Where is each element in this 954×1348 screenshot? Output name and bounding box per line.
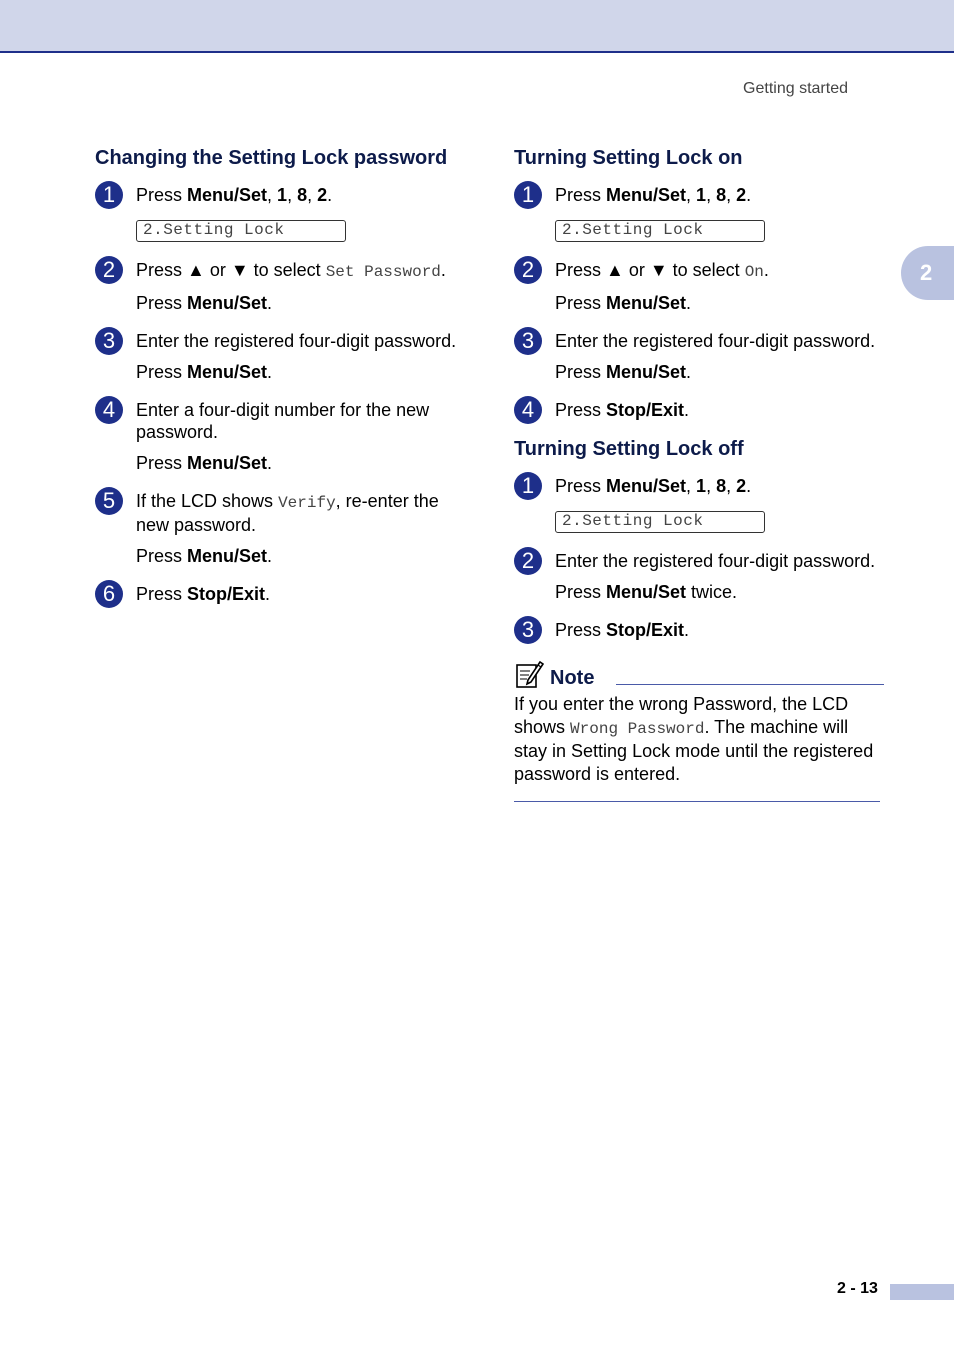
step-item (514, 184, 884, 206)
step-text: Press Menu/Set. (136, 362, 273, 382)
step-text: Press Menu/Set. (555, 293, 692, 313)
step-text: Press Menu/Set. (555, 362, 692, 382)
step-number: 4 (514, 396, 542, 424)
step-text: Press Stop/Exit. (136, 584, 271, 604)
section-title-lock-off: Turning Setting Lock off (514, 438, 744, 460)
step-number: 1 (95, 181, 123, 209)
right-column (514, 146, 884, 802)
step-item (95, 583, 475, 605)
step-text: Press ▲ or ▼ to select Set Password. (136, 260, 446, 281)
note-pencil-icon (514, 659, 544, 689)
step-text: Enter a four-digit number for the new password. (136, 400, 430, 442)
chapter-tab: 2 (901, 246, 954, 300)
step-text: Press Menu/Set. (136, 293, 273, 313)
step-text: Press Menu/Set, 1, 8, 2. (136, 185, 333, 205)
lcd-display: 2.Setting Lock (136, 220, 346, 242)
step-item (95, 259, 475, 314)
page-number: 2 - 13 (837, 1280, 878, 1297)
lcd-display: 2.Setting Lock (555, 220, 765, 242)
step-item (514, 550, 884, 603)
top-header-band (0, 0, 954, 53)
step-number: 1 (514, 472, 542, 500)
step-item (514, 619, 884, 641)
step-item (95, 490, 475, 567)
step-text: Enter the registered four-digit password. (555, 551, 876, 571)
step-item (514, 330, 884, 383)
step-item (514, 475, 884, 497)
lcd-display: 2.Setting Lock (555, 511, 765, 533)
step-number: 2 (514, 547, 542, 575)
step-text: Enter the registered four-digit password. (555, 331, 876, 351)
step-item (514, 399, 884, 421)
step-text: Press Menu/Set, 1, 8, 2. (555, 476, 752, 496)
step-number: 5 (95, 487, 123, 515)
step-number: 4 (95, 396, 123, 424)
step-text: If the LCD shows Verify, re-enter the new password. (136, 491, 439, 535)
note-bottom-rule (514, 801, 880, 802)
step-text: Press ▲ or ▼ to select On. (555, 260, 769, 281)
step-item (514, 259, 884, 314)
step-item (95, 399, 475, 474)
page-number-bar (890, 1284, 954, 1300)
step-item (95, 184, 475, 206)
step-text: Press Menu/Set twice. (555, 582, 738, 602)
note-box (514, 659, 884, 802)
section-title-lock-on: Turning Setting Lock on (514, 147, 743, 169)
note-header (514, 659, 884, 689)
step-number: 3 (95, 327, 123, 355)
left-column (95, 146, 475, 621)
step-text: Press Menu/Set. (136, 546, 273, 566)
step-number: 3 (514, 327, 542, 355)
step-item (95, 330, 475, 383)
step-text: Enter the registered four-digit password. (136, 331, 457, 351)
step-number: 1 (514, 181, 542, 209)
section-title-change-password: Changing the Setting Lock password (95, 147, 448, 169)
step-text: Press Menu/Set, 1, 8, 2. (555, 185, 752, 205)
step-number: 3 (514, 616, 542, 644)
note-label: Note (550, 667, 595, 689)
note-divider (616, 684, 884, 685)
step-text: Press Menu/Set. (136, 453, 273, 473)
note-text: If you enter the wrong Password, the LCD shows Wrong Password. The machine will stay in Setting Lock mode until the registered password is entered. (514, 694, 874, 784)
step-text: Press Stop/Exit. (555, 620, 690, 640)
step-number: 2 (95, 256, 123, 284)
step-text: Press Stop/Exit. (555, 400, 690, 420)
running-header: Getting started (743, 80, 848, 97)
step-number: 2 (514, 256, 542, 284)
step-number: 6 (95, 580, 123, 608)
